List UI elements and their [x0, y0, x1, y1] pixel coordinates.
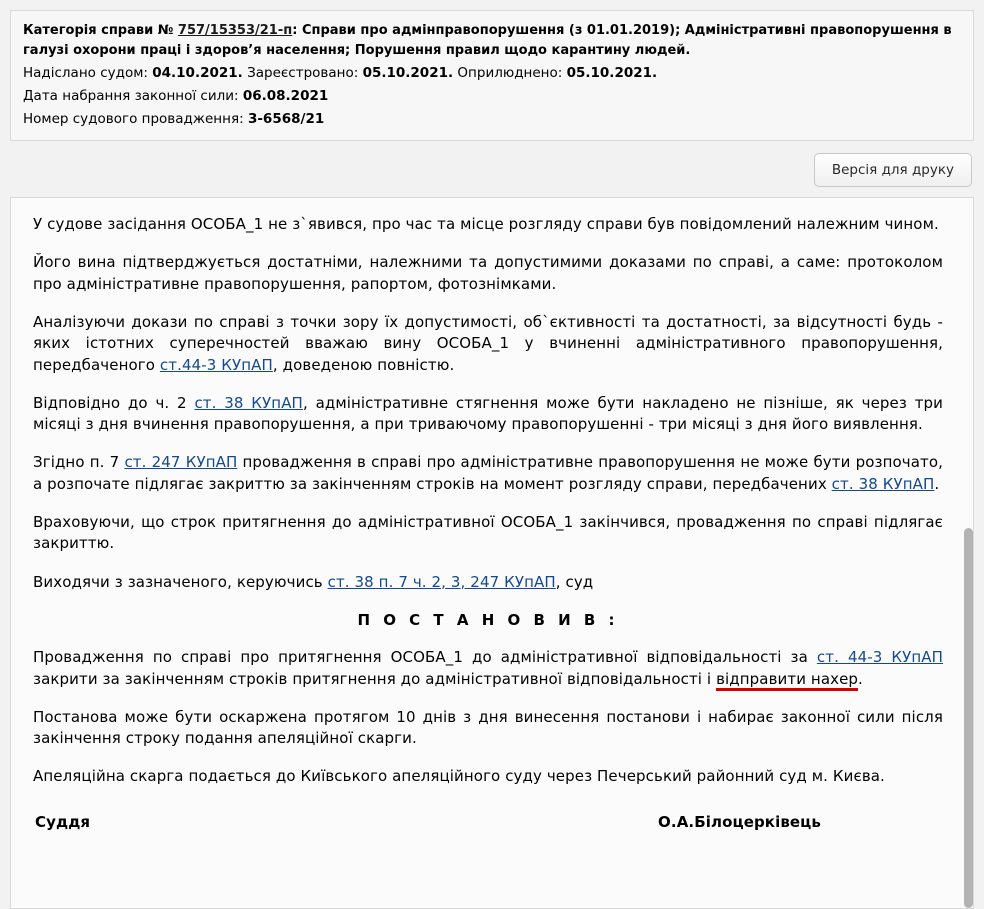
paragraph-3: [33, 312, 943, 376]
paragraph-8-text-a: Провадження по справі про притягнення ОСОБА_1 до адміністративної відповідальності за: [33, 648, 817, 667]
scrollbar-thumb[interactable]: [964, 528, 973, 908]
paragraph-5-text-b: провадження в справі про адміністративне правопорушення не може бути розпочато, а розпочате підлягає закриттю за закінченням строків на момент розгляду справи, передбачених: [33, 453, 944, 493]
paragraph-4-text-a: Відповідно до ч. 2: [33, 393, 195, 412]
law-reference-link-247[interactable]: ст. 247 КУпАП: [124, 453, 238, 472]
case-category-line: [23, 21, 961, 61]
law-reference-link-38[interactable]: ст. 38 КУпАП: [194, 393, 303, 412]
paragraph-5-text-a: Згідно п. 7: [33, 453, 125, 472]
proceeding-number-line: [23, 109, 961, 130]
law-reference-link-38-second[interactable]: ст. 38 КУпАП: [831, 474, 935, 493]
registered-value: 05.10.2021.: [362, 65, 454, 82]
paragraph-8-text-b: закрити за закінченням строків притягнення до адміністративної відповідальності і: [33, 669, 717, 688]
force-date-line: [23, 86, 961, 107]
paragraph-9: Постанова може бути оскаржена протягом 10 днів з дня винесення постанови і набирає законної сили після закінчення строку подання апеляційної скарги.: [33, 707, 943, 748]
document-text: [33, 214, 943, 833]
paragraph-10: Апеляційна скарга подається до Київського апеляційного суду через Печерський районний суд м. Києва.: [33, 767, 885, 786]
case-category-label: Категорія справи №: [23, 23, 178, 38]
paragraph-1: У судове засідання ОСОБА_1 не з`явився, про час та місце розгляду справи був повідомлений належним чином.: [33, 215, 939, 234]
document-scrollbar[interactable]: [964, 198, 973, 908]
proceeding-label: Номер судового провадження:: [23, 111, 248, 128]
force-date-label: Дата набрання законної сили:: [23, 88, 243, 105]
paragraph-4: [33, 393, 943, 436]
paragraph-7-text-a: Виходячи з зазначеного, керуючись: [33, 572, 328, 591]
dates-line: [23, 63, 961, 84]
paragraph-2: Його вина підтверджується достатніми, належними та допустимими доказами по справі, а саме: протоколом про адміністративне правопорушення, рапортом, фотознімками.: [33, 253, 943, 293]
law-reference-link-combined[interactable]: ст. 38 п. 7 ч. 2, 3, 247 КУпАП: [327, 572, 556, 591]
sent-value: 04.10.2021.: [152, 65, 243, 82]
sent-label: Надіслано судом:: [23, 65, 153, 82]
signature-row: [33, 812, 943, 833]
case-meta-box: [10, 10, 974, 141]
paragraph-7-text-b: , суд: [555, 572, 594, 591]
law-reference-link-44-3-decree[interactable]: ст. 44-3 КУпАП: [816, 648, 943, 667]
judge-label: Суддя: [35, 812, 91, 831]
paragraph-3-text-b: , доведеною повністю.: [272, 355, 455, 374]
document-text-panel: [10, 197, 974, 909]
paragraph-6: Враховуючи, що строк притягнення до адміністративної ОСОБА_1 закінчився, провадження по справі підлягає закриттю.: [33, 513, 943, 553]
decree-heading: П О С Т А Н О В И В :: [357, 610, 619, 629]
force-date-value: 06.08.2021: [242, 88, 329, 105]
paragraph-8-text-c: .: [858, 669, 863, 688]
case-number-link[interactable]: 757/15353/21-п: [177, 23, 293, 38]
paragraph-4-text-b: , адміністративне стягнення може бути накладено не пізніше, як через три місяці з дня вчинення правопорушення, а при триваючому правопорушенні - три місяці з дня його виявлення.: [33, 393, 943, 434]
published-value: 05.10.2021.: [566, 65, 658, 82]
toolbar: [10, 141, 974, 197]
case-category-text: : Справи про адмінправопорушення (з 01.01.2019); Адміністративні правопорушення в галузі охорони праці і здоров’я населення; Порушення правил щодо карантину людей.: [23, 23, 952, 59]
paragraph-3-text-a: Аналізуючи докази по справі з точки зору їх допустимості, об`єктивності та достатності, за відсутності будь - яких істотних суперечностей вважаю вину ОСОБА_1 у вчиненні адміністративного правопорушення, передбаченого: [33, 312, 943, 374]
struck-through-phrase: відправити нахер: [716, 670, 858, 691]
law-reference-link-44-3[interactable]: ст.44-3 КУпАП: [159, 355, 273, 374]
paragraph-8: [33, 647, 943, 690]
proceeding-value: 3-6568/21: [247, 111, 325, 128]
print-version-button[interactable]: Версія для друку: [814, 153, 972, 187]
published-label: Оприлюднено:: [453, 65, 567, 82]
paragraph-7: [33, 572, 943, 593]
judge-name: О.А.Білоцерківець: [658, 812, 821, 831]
registered-label: Зареєстровано:: [242, 65, 363, 82]
paragraph-5: [33, 452, 943, 495]
paragraph-5-text-c: .: [934, 474, 940, 493]
